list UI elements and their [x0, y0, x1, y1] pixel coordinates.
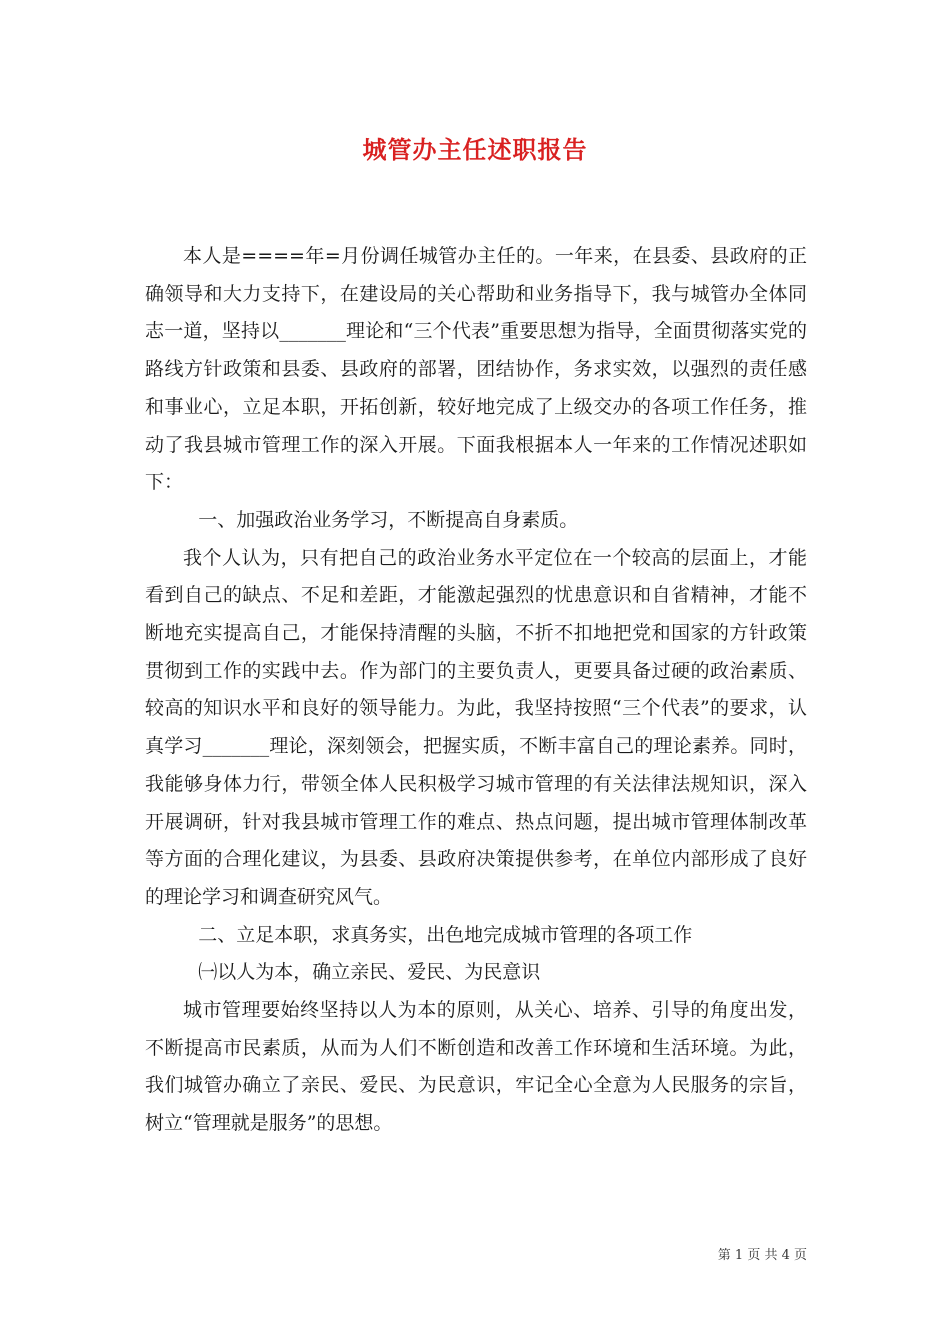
paragraph-intro: 本人是====年=月份调任城管办主任的。一年来，在县委、县政府的正确领导和大力支持下，在建设局的关心帮助和业务指导下，我与城管办全体同志一道，坚持以_______理论和“三个代表”重要思想为指导，全面贯彻落实党的路线方针政策和县委、县政府的部署，团结协作，务求实效，以强烈的责任感和事业心，立足本职，开拓创新，较好地完成了上级交办的各项工作任务，推动了我县城市管理工作的深入开展。下面我根据本人一年来的工作情况述职如下：	[145, 245, 807, 494]
paragraph-study: 我个人认为，只有把自己的政治业务水平定位在一个较高的层面上，才能看到自己的缺点、不足和差距，才能激起强烈的忧患意识和自省精神，才能不断地充实提高自己，才能保持清醒的头脑，不折不扣地把党和国家的方针政策贯彻到工作的实践中去。作为部门的主要负责人，更要具备过硬的政治素质、较高的知识水平和良好的领导能力。为此，我坚持按照“三个代表”的要求，认真学习_______理论，深刻领会，把握实质，不断丰富自己的理论素养。同时，我能够身体力行，带领全体人民积极学习城市管理的有关法律法规知识，深入开展调研，针对我县城市管理工作的难点、热点问题，提出城市管理体制改革等方面的合理化建议，为县委、县政府决策提供参考，在单位内部形成了良好的理论学习和调查研究风气。	[145, 546, 807, 908]
page-number: 第 1 页 共 4 页	[717, 1248, 807, 1263]
subsection-heading-1: ㈠以人为本，确立亲民、爱民、为民意识	[198, 961, 541, 984]
paragraph-people-first: 城市管理要始终坚持以人为本的原则，从关心、培养、引导的角度出发，不断提高市民素质，从而为人们不断创造和改善工作环境和生活环境。为此，我们城管办确立了亲民、爱民、为民意识，牢记全心全意为人民服务的宗旨，树立“管理就是服务”的思想。	[145, 999, 807, 1135]
document-title: 城管办主任述职报告	[362, 135, 588, 164]
section-heading-1: 一、加强政治业务学习，不断提高自身素质。	[198, 508, 579, 531]
document-body	[145, 238, 807, 1143]
section-heading-2: 二、立足本职，求真务实，出色地完成城市管理的各项工作	[198, 923, 693, 946]
